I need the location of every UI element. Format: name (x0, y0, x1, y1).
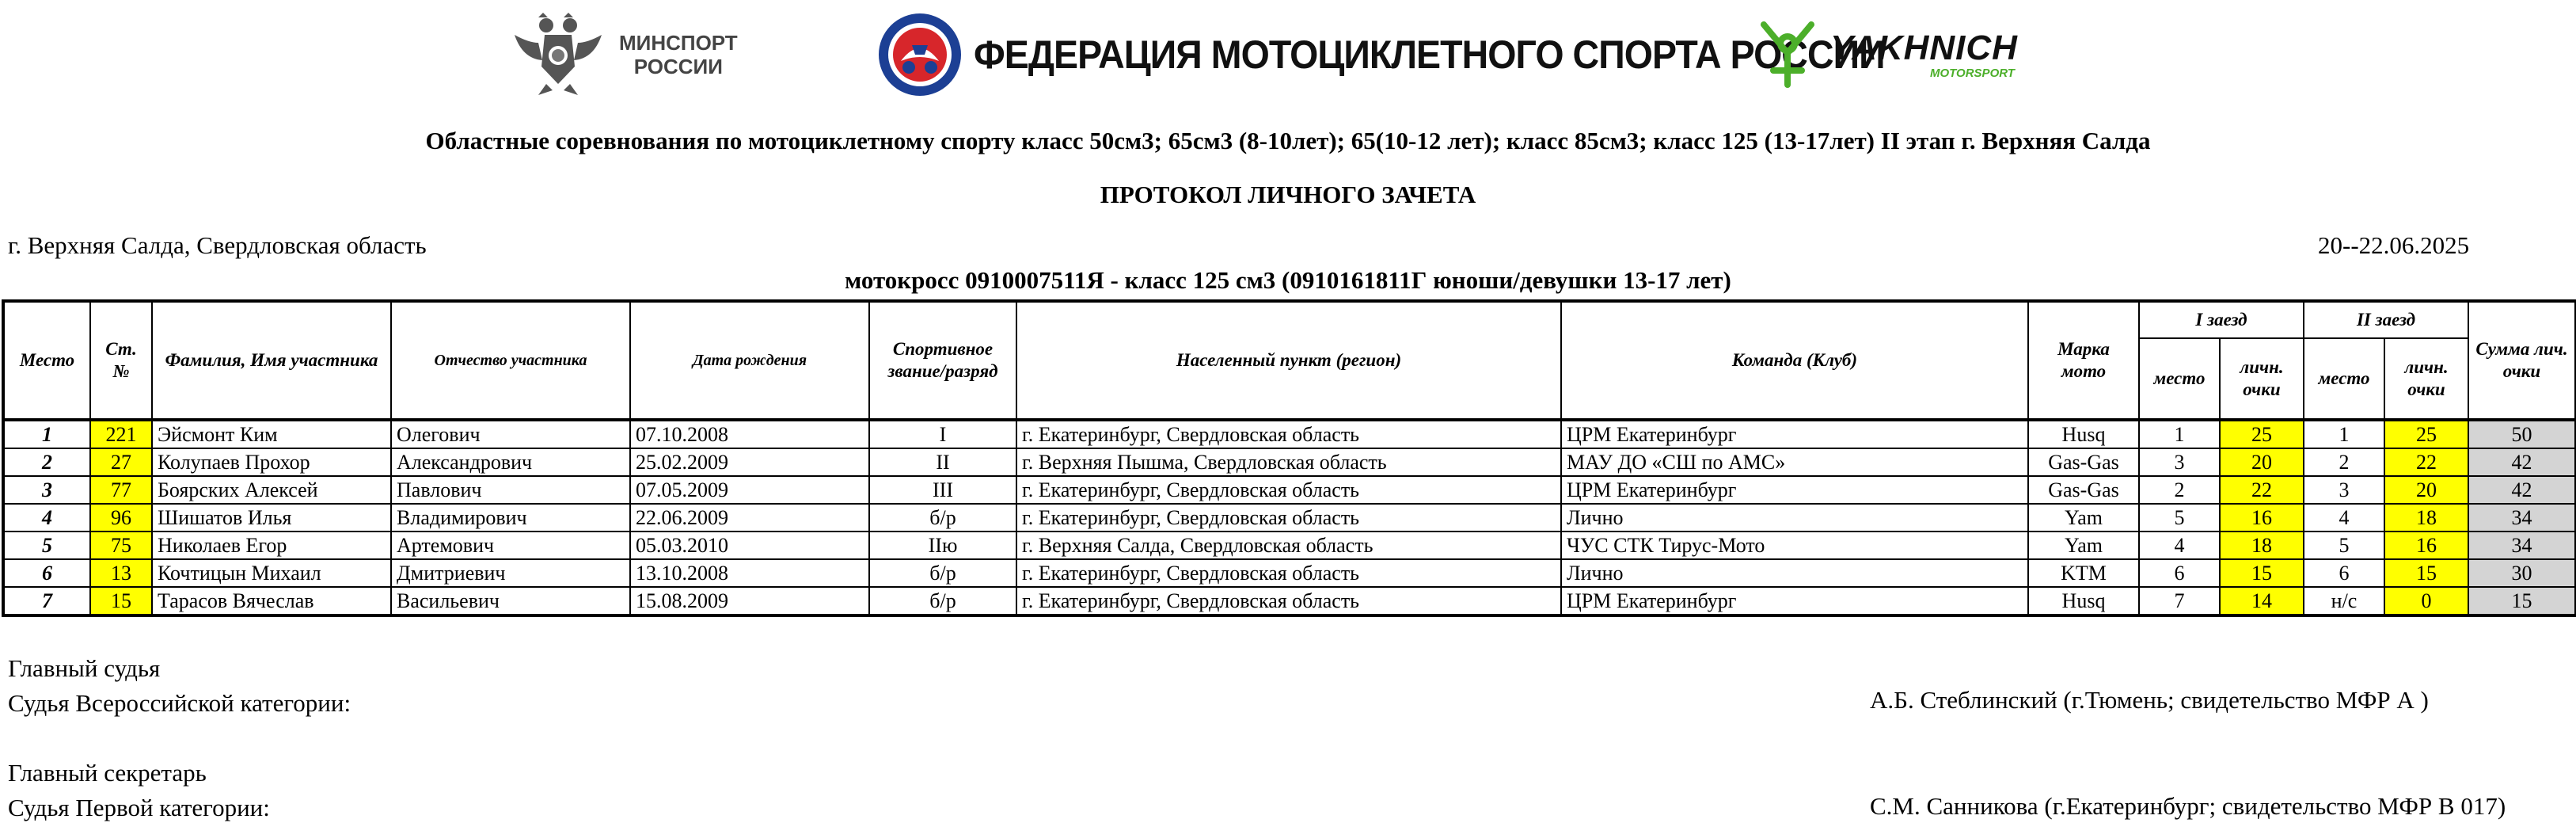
col-birthdate: Дата рождения (630, 301, 869, 420)
cell-patronymic: Павлович (391, 476, 630, 504)
cell-team: Лично (1561, 504, 2028, 532)
sponsor-subtitle: MOTORSPORT (1930, 66, 2015, 80)
col-patronymic: Отчество участника (391, 301, 630, 420)
protocol-title: ПРОТОКОЛ ЛИЧНОГО ЗАЧЕТА (1100, 181, 1476, 208)
cell-name: Эйсмонт Ким (152, 420, 391, 448)
cell-place: 2 (3, 448, 90, 476)
chief-judge-category: Судья Всероссийской категории: (8, 689, 351, 717)
cell-r1-place: 3 (2139, 448, 2220, 476)
cell-r1-points: 14 (2220, 587, 2304, 615)
cell-team: ЧУС СТК Тирус-Мото (1561, 532, 2028, 559)
cell-team: ЦРМ Екатеринбург (1561, 587, 2028, 615)
table-row (3, 476, 2576, 504)
cell-team: ЦРМ Екатеринбург (1561, 420, 2028, 448)
col-race2-points: личн. очки (2384, 338, 2468, 420)
col-moto: Марка мото (2028, 301, 2139, 420)
minsport-logo (507, 11, 738, 98)
cell-birthdate: 25.02.2009 (630, 448, 869, 476)
cell-team: МАУ ДО «СШ по АМС» (1561, 448, 2028, 476)
col-race2: II заезд (2304, 301, 2468, 338)
cell-city: г. Екатеринбург, Свердловская область (1016, 504, 1561, 532)
cell-total: 15 (2468, 587, 2576, 615)
yakhnich-logo (1756, 11, 2018, 98)
cell-birthdate: 05.03.2010 (630, 532, 869, 559)
col-name: Фамилия, Имя участника (152, 301, 391, 420)
cell-name: Николаев Егор (152, 532, 391, 559)
cell-total: 42 (2468, 476, 2576, 504)
cell-city: г. Екатеринбург, Свердловская область (1016, 476, 1561, 504)
cell-number: 27 (90, 448, 152, 476)
cell-city: г. Екатеринбург, Свердловская область (1016, 587, 1561, 615)
event-title: Областные соревнования по мотоциклетному спорту класс 50см3; 65см3 (8-10лет); 65(10-12 лет); класс 85см3; класс 125 (13-17лет) II этап г. Верхняя Салда (425, 127, 2151, 154)
cell-city: г. Верхняя Салда, Свердловская область (1016, 532, 1561, 559)
cell-r1-points: 16 (2220, 504, 2304, 532)
cell-r1-points: 25 (2220, 420, 2304, 448)
cell-r2-place: 5 (2304, 532, 2384, 559)
chief-judge-name: А.Б. Стеблинский (г.Тюмень; свидетельство МФР А ) (1870, 686, 2429, 714)
chief-secretary-category: Судья Первой категории: (8, 794, 270, 821)
cell-r2-points: 22 (2384, 448, 2468, 476)
table-header-row (3, 301, 2576, 338)
cell-team: Лично (1561, 559, 2028, 587)
cell-moto: Gas-Gas (2028, 476, 2139, 504)
cell-name: Шишатов Илья (152, 504, 391, 532)
cell-place: 6 (3, 559, 90, 587)
cell-r1-points: 20 (2220, 448, 2304, 476)
cell-r1-points: 18 (2220, 532, 2304, 559)
cell-birthdate: 13.10.2008 (630, 559, 869, 587)
cell-r2-place: 3 (2304, 476, 2384, 504)
cell-number: 77 (90, 476, 152, 504)
event-dates: 20--22.06.2025 (2318, 231, 2470, 259)
cell-r2-points: 0 (2384, 587, 2468, 615)
results-table (2, 299, 2576, 617)
cell-patronymic: Дмитриевич (391, 559, 630, 587)
col-race1-points: личн. очки (2220, 338, 2304, 420)
table-row (3, 448, 2576, 476)
cell-moto: Husq (2028, 587, 2139, 615)
cell-patronymic: Владимирович (391, 504, 630, 532)
cell-rank: I (869, 420, 1016, 448)
cell-r2-place: 6 (2304, 559, 2384, 587)
cell-r2-points: 25 (2384, 420, 2468, 448)
cell-rank: б/р (869, 587, 1016, 615)
cell-number: 96 (90, 504, 152, 532)
cell-place: 3 (3, 476, 90, 504)
cell-name: Тарасов Вячеслав (152, 587, 391, 615)
minsport-logo-text: МИНСПОРТ РОССИИ (619, 31, 738, 78)
col-city: Населенный пункт (регион) (1016, 301, 1561, 420)
cell-number: 15 (90, 587, 152, 615)
cell-moto: Yam (2028, 532, 2139, 559)
table-row (3, 587, 2576, 615)
cell-r2-place: 1 (2304, 420, 2384, 448)
cell-city: г. Екатеринбург, Свердловская область (1016, 559, 1561, 587)
col-race1-place: место (2139, 338, 2220, 420)
cell-rank: б/р (869, 559, 1016, 587)
col-rank: Спортивное звание/разряд (869, 301, 1016, 420)
col-place: Место (3, 301, 90, 420)
table-row (3, 420, 2576, 448)
cell-r1-place: 2 (2139, 476, 2220, 504)
cell-moto: Yam (2028, 504, 2139, 532)
chief-secretary-label: Главный секретарь (8, 759, 207, 787)
yakhnich-text-block (1830, 30, 2018, 80)
cell-r1-place: 5 (2139, 504, 2220, 532)
cell-place: 1 (3, 420, 90, 448)
table-row (3, 532, 2576, 559)
cell-birthdate: 07.10.2008 (630, 420, 869, 448)
cell-total: 34 (2468, 532, 2576, 559)
cell-moto: Gas-Gas (2028, 448, 2139, 476)
cell-r2-points: 16 (2384, 532, 2468, 559)
col-race1: I заезд (2139, 301, 2304, 338)
cell-moto: Husq (2028, 420, 2139, 448)
logo-strip (0, 11, 2576, 98)
cell-total: 30 (2468, 559, 2576, 587)
table-row (3, 559, 2576, 587)
cell-r1-place: 7 (2139, 587, 2220, 615)
cell-r2-place: н/с (2304, 587, 2384, 615)
cell-place: 4 (3, 504, 90, 532)
cell-city: г. Екатеринбург, Свердловская область (1016, 420, 1561, 448)
cell-number: 75 (90, 532, 152, 559)
col-race2-place: место (2304, 338, 2384, 420)
yakhnich-emblem-icon (1756, 15, 1827, 94)
cell-patronymic: Олегович (391, 420, 630, 448)
sponsor-name: YAKHNICH (1830, 28, 2018, 67)
cell-city: г. Верхняя Пышма, Свердловская область (1016, 448, 1561, 476)
cell-place: 5 (3, 532, 90, 559)
event-location: г. Верхняя Салда, Свердловская область (8, 231, 427, 259)
col-team: Команда (Клуб) (1561, 301, 2028, 420)
cell-name: Кочтицын Михаил (152, 559, 391, 587)
cell-rank: II (869, 448, 1016, 476)
cell-place: 7 (3, 587, 90, 615)
class-title: мотокросс 0910007511Я - класс 125 см3 (0910161811Г юноши/девушки 13-17 лет) (845, 266, 1731, 294)
cell-total: 42 (2468, 448, 2576, 476)
cell-team: ЦРМ Екатеринбург (1561, 476, 2028, 504)
col-total: Сумма лич. очки (2468, 301, 2576, 420)
table-row (3, 504, 2576, 532)
cell-number: 221 (90, 420, 152, 448)
cell-r2-points: 15 (2384, 559, 2468, 587)
chief-secretary-name: С.М. Санникова (г.Екатеринбург; свидетельство МФР В 017) (1870, 792, 2506, 820)
double-headed-eagle-icon (507, 11, 610, 98)
cell-r1-place: 6 (2139, 559, 2220, 587)
cell-name: Колупаев Прохор (152, 448, 391, 476)
cell-rank: IIю (869, 532, 1016, 559)
cell-patronymic: Васильевич (391, 587, 630, 615)
cell-r2-place: 4 (2304, 504, 2384, 532)
cell-r2-points: 20 (2384, 476, 2468, 504)
chief-judge-label: Главный судья (8, 654, 161, 682)
cell-number: 13 (90, 559, 152, 587)
cell-birthdate: 07.05.2009 (630, 476, 869, 504)
cell-r1-points: 15 (2220, 559, 2304, 587)
cell-patronymic: Артемович (391, 532, 630, 559)
cell-rank: III (869, 476, 1016, 504)
cell-total: 34 (2468, 504, 2576, 532)
cell-r2-points: 18 (2384, 504, 2468, 532)
cell-r1-place: 1 (2139, 420, 2220, 448)
cell-r1-place: 4 (2139, 532, 2220, 559)
cell-birthdate: 15.08.2009 (630, 587, 869, 615)
cell-moto: KTM (2028, 559, 2139, 587)
cell-birthdate: 22.06.2009 (630, 504, 869, 532)
federation-name: ФЕДЕРАЦИЯ МОТОЦИКЛЕТНОГО СПОРТА РОССИИ (974, 32, 1885, 77)
cell-r1-points: 22 (2220, 476, 2304, 504)
cell-total: 50 (2468, 420, 2576, 448)
mfr-emblem-icon (877, 12, 963, 97)
cell-patronymic: Александрович (391, 448, 630, 476)
cell-rank: б/р (869, 504, 1016, 532)
col-number: Ст. № (90, 301, 152, 420)
cell-r2-place: 2 (2304, 448, 2384, 476)
cell-name: Боярских Алексей (152, 476, 391, 504)
